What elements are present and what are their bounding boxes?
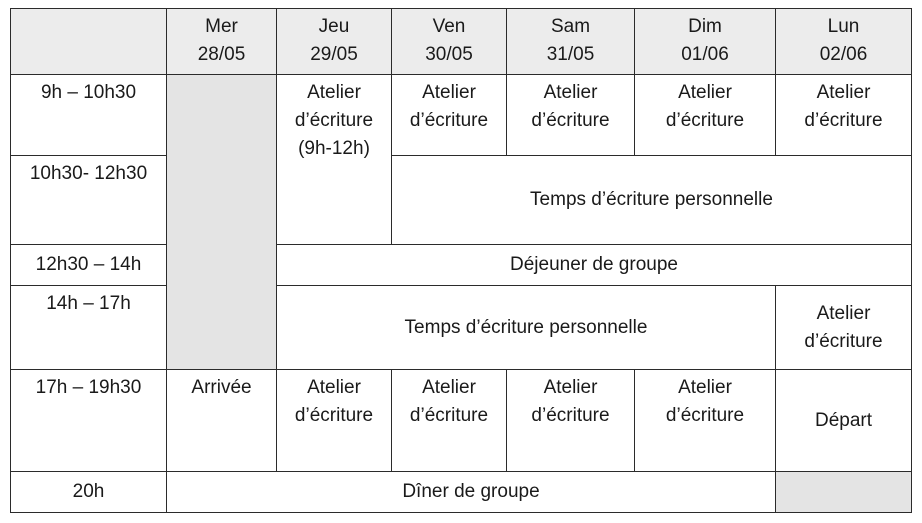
corner-cell [11,9,167,75]
mer-empty-cell [167,75,277,370]
atelier-line2: d’écriture [409,405,489,426]
sam-atelier-cell [507,75,635,156]
day-name: Sam [550,16,591,37]
row-17h [11,370,912,472]
atelier-line1: Atelier [422,82,476,103]
ven-atelier-cell [392,370,507,472]
time-cell: 17h – 19h30 [11,370,167,472]
atelier-line1: Atelier [816,302,871,324]
day-header-lun [776,9,912,75]
atelier-line1: Atelier [816,82,871,103]
day-date: 02/06 [819,44,868,65]
depart-cell: Départ [776,370,912,472]
day-header-mer [167,9,277,75]
atelier-line2: d’écriture [409,110,489,131]
atelier-hours: (9h-12h) [298,138,370,159]
jeu-atelier-cell [277,75,392,245]
atelier-line1: Atelier [422,377,476,398]
time-cell: 10h30- 12h30 [11,156,167,245]
diner-cell: Dîner de groupe [167,472,776,513]
row-10h30 [11,156,912,245]
day-name: Dim [688,16,722,37]
atelier-line2: d’écriture [804,110,883,131]
atelier-line1: Atelier [678,377,732,398]
jeu-atelier-cell [277,370,392,472]
lun-atelier-cell [776,286,912,370]
atelier-line1: Atelier [543,377,598,398]
day-name: Lun [827,16,860,37]
day-date: 01/06 [681,44,729,65]
atelier-line2: d’écriture [531,110,610,131]
row-20h [11,472,912,513]
atelier-line1: Atelier [543,82,598,103]
time-cell: 9h – 10h30 [11,75,167,156]
atelier-line2: d’écriture [294,405,374,426]
time-cell: 20h [11,472,167,513]
atelier-line2: d’écriture [531,405,610,426]
atelier-line2: d’écriture [804,330,883,352]
atelier-line2: d’écriture [665,405,745,426]
day-date: 29/05 [310,44,358,65]
atelier-line1: Atelier [307,377,361,398]
day-name: Jeu [318,16,350,37]
day-header-sam [507,9,635,75]
ven-atelier-cell [392,75,507,156]
atelier-line2: d’écriture [294,110,374,131]
dejeuner-cell: Déjeuner de groupe [277,245,912,286]
lun-atelier-cell [776,75,912,156]
schedule-table [10,8,912,513]
temps-ecriture-cell: Temps d’écriture personnelle [277,286,776,370]
atelier-line1: Atelier [678,82,732,103]
row-12h30 [11,245,912,286]
row-14h [11,286,912,370]
sam-atelier-cell [507,370,635,472]
day-name: Ven [432,16,466,37]
atelier-line1: Atelier [307,82,361,103]
lun-empty-cell [776,472,912,513]
day-header-dim [635,9,776,75]
atelier-line2: d’écriture [665,110,745,131]
row-9h [11,75,912,156]
day-header-ven [392,9,507,75]
day-date: 30/05 [425,44,473,65]
day-date: 28/05 [197,44,246,65]
dim-atelier-cell [635,75,776,156]
day-header-jeu [277,9,392,75]
dim-atelier-cell [635,370,776,472]
header-row [11,9,912,75]
arrivee-cell: Arrivée [167,370,277,472]
time-cell: 12h30 – 14h [11,245,167,286]
day-date: 31/05 [546,44,595,65]
temps-ecriture-cell: Temps d’écriture personnelle [392,156,912,245]
time-cell: 14h – 17h [11,286,167,370]
day-name: Mer [205,16,238,37]
